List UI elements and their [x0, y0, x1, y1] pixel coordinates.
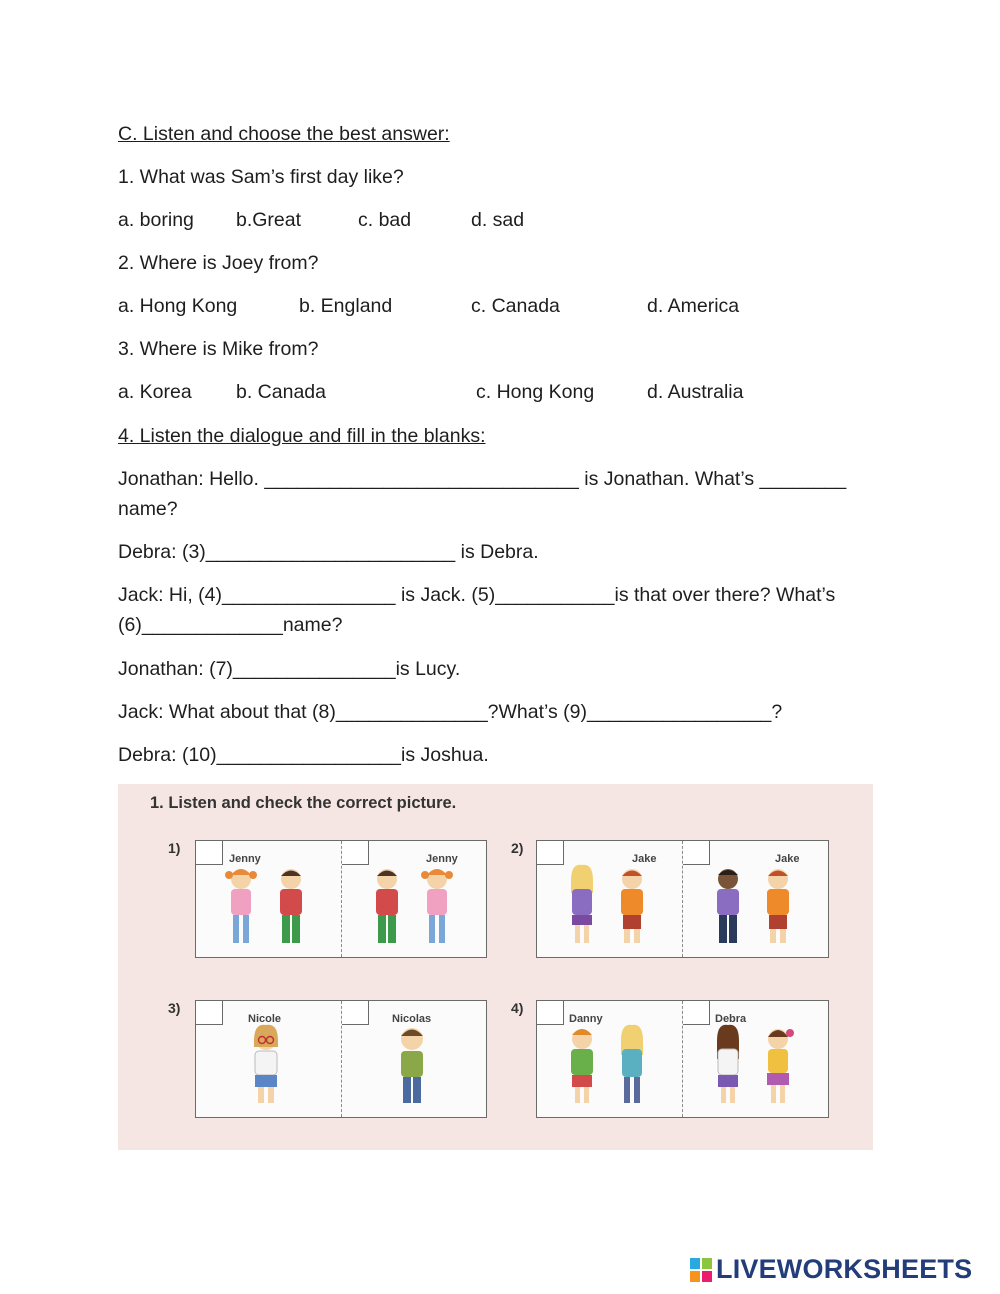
- item-number: 4): [511, 1000, 524, 1016]
- character-name: Jake: [632, 853, 657, 865]
- question-2-options: [118, 294, 878, 318]
- logo-text: LIVEWORKSHEETS: [716, 1254, 973, 1284]
- dialogue-line-3: Jack: Hi, (4)________________ is Jack. (5)___________is that over there? What’s (6)_____________name?: [118, 584, 836, 636]
- character-name: Jenny: [229, 853, 261, 865]
- option[interactable]: a. Korea: [118, 381, 192, 403]
- question-1: 1. What was Sam’s first day like?: [118, 166, 404, 188]
- option[interactable]: d. Australia: [647, 381, 744, 403]
- option[interactable]: a. Hong Kong: [118, 295, 238, 317]
- picture-option[interactable]: [682, 841, 829, 957]
- children-illustration: [547, 861, 667, 953]
- character-name: Jake: [775, 853, 800, 865]
- children-illustration: [352, 1021, 472, 1113]
- picture-option[interactable]: [341, 841, 487, 957]
- character-name: Debra: [715, 1013, 747, 1025]
- picture-exercise: [118, 784, 873, 1150]
- dialogue-line-1: Jonathan: Hello. _____________________________ is Jonathan. What’s ________ name?: [118, 468, 847, 520]
- picture-option[interactable]: [196, 1001, 341, 1117]
- character-name: Nicolas: [392, 1013, 432, 1025]
- picture-panel-1: [195, 840, 487, 958]
- children-illustration: [352, 861, 472, 953]
- option[interactable]: c. Canada: [471, 295, 560, 317]
- picture-option[interactable]: [341, 1001, 487, 1117]
- option[interactable]: d. sad: [471, 209, 525, 231]
- dialogue-heading: 4. Listen the dialogue and fill in the blanks:: [118, 425, 486, 447]
- children-illustration: [547, 1021, 667, 1113]
- dialogue-line-6: Debra: (10)_________________is Joshua.: [118, 744, 489, 766]
- question-3-options: [118, 380, 878, 404]
- children-illustration: [206, 1021, 326, 1113]
- option[interactable]: d. America: [647, 295, 740, 317]
- children-illustration: [693, 861, 813, 953]
- picture-option[interactable]: [196, 841, 341, 957]
- children-illustration: [693, 1021, 813, 1113]
- picture-option[interactable]: [537, 1001, 682, 1117]
- option[interactable]: b. England: [299, 295, 393, 317]
- picture-panel-4: [536, 1000, 829, 1118]
- option[interactable]: b. Canada: [236, 381, 326, 403]
- item-number: 3): [168, 1000, 181, 1016]
- character-name: Danny: [569, 1013, 603, 1025]
- dialogue-line-5: Jack: What about that (8)______________?What’s (9)_________________?: [118, 701, 783, 723]
- picture-panel-3: [195, 1000, 487, 1118]
- picture-panel-2: [536, 840, 829, 958]
- option[interactable]: c. Hong Kong: [476, 381, 595, 403]
- picture-option[interactable]: [537, 841, 682, 957]
- question-3: 3. Where is Mike from?: [118, 338, 319, 360]
- item-number: 2): [511, 840, 524, 856]
- option[interactable]: b.Great: [236, 209, 302, 231]
- logo-icon: [690, 1258, 712, 1282]
- question-2: 2. Where is Joey from?: [118, 252, 319, 274]
- item-number: 1): [168, 840, 181, 856]
- option[interactable]: c. bad: [358, 209, 412, 231]
- character-name: Jenny: [426, 853, 458, 865]
- picture-option[interactable]: [682, 1001, 829, 1117]
- children-illustration: [206, 861, 326, 953]
- dialogue-line-2: Debra: (3)_______________________ is Debra.: [118, 541, 539, 563]
- option[interactable]: a. boring: [118, 209, 194, 231]
- dialogue-line-4: Jonathan: (7)_______________is Lucy.: [118, 658, 461, 680]
- character-name: Nicole: [248, 1013, 282, 1025]
- picture-exercise-title: 1. Listen and check the correct picture.: [150, 794, 457, 812]
- section-c-heading: C. Listen and choose the best answer:: [118, 123, 450, 145]
- question-1-options: [118, 208, 878, 232]
